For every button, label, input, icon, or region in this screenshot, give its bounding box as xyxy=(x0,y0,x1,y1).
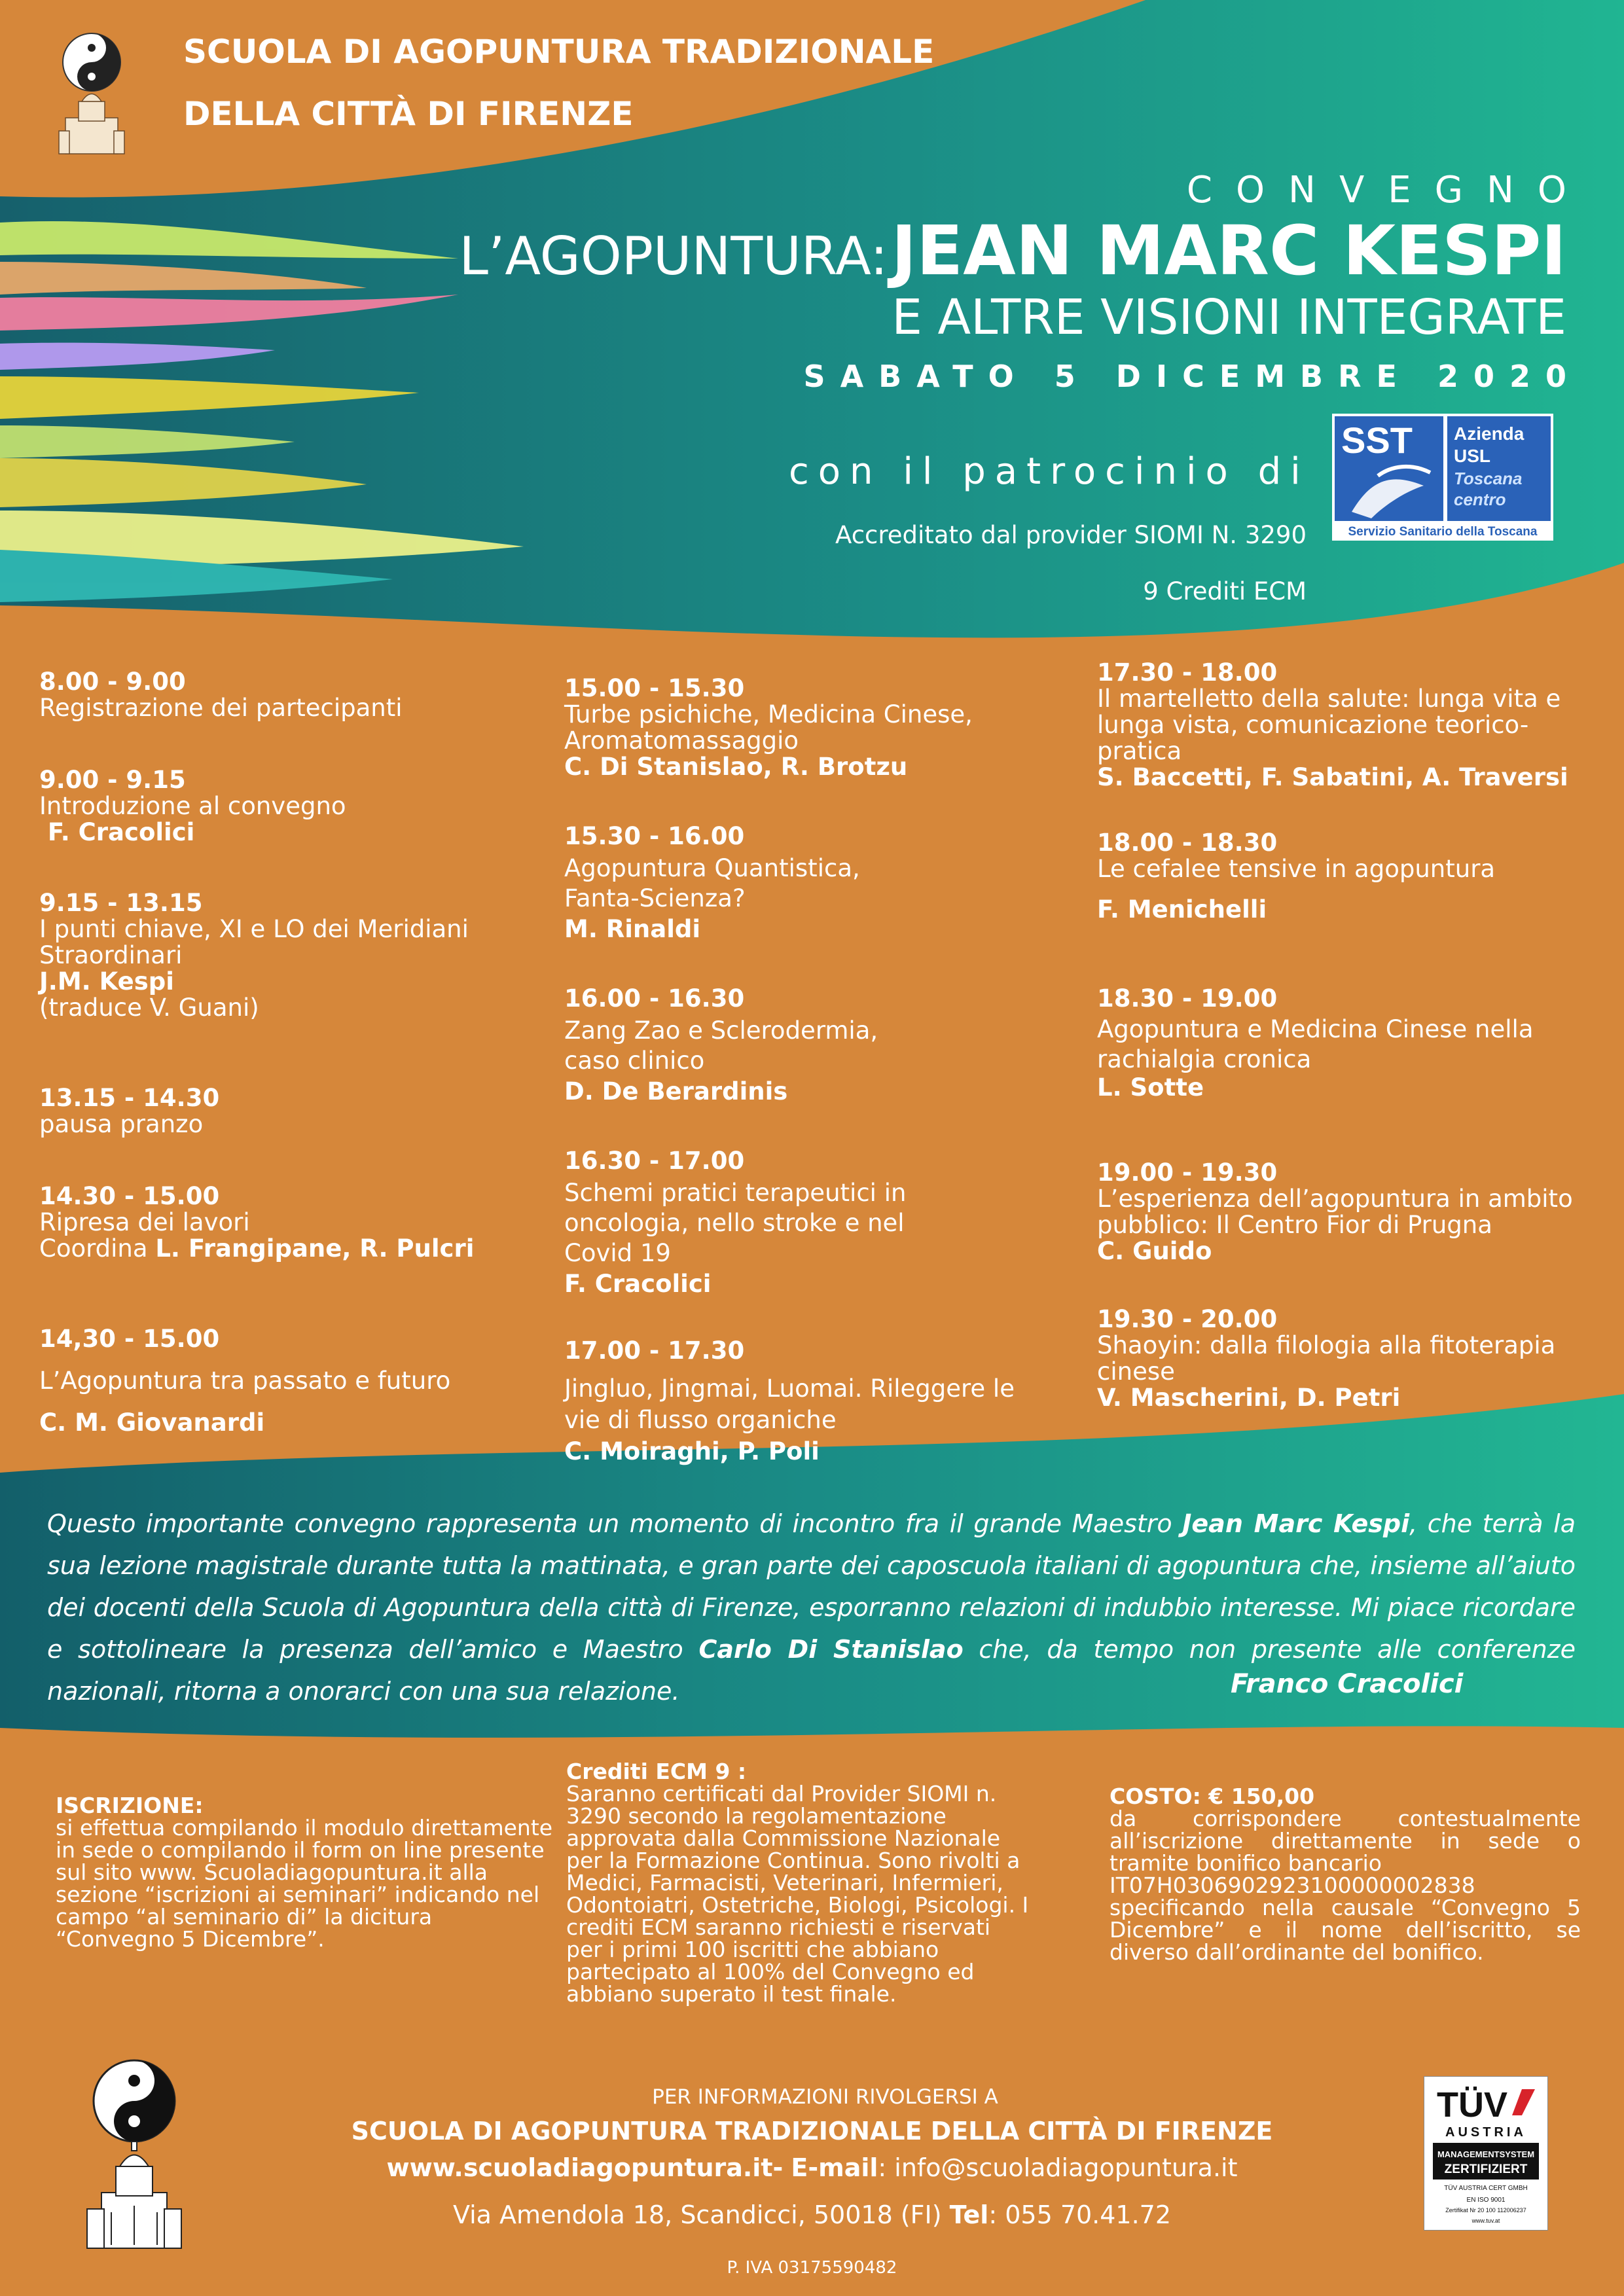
slot-desc: L’esperienza dell’agopuntura in ambito pubblico: Il Centro Fior di Prugna xyxy=(1097,1185,1573,1239)
footer-tel-label: Tel xyxy=(949,2200,989,2229)
slot-speaker: M. Rinaldi xyxy=(564,915,701,943)
slot-time: 17.30 - 18.00 xyxy=(1097,658,1278,687)
slot-time: 9.15 - 13.15 xyxy=(39,889,203,917)
footer-web-email xyxy=(0,2153,1624,2182)
tuv-line-3: TÜV AUSTRIA CERT GMBH xyxy=(1444,2185,1528,2192)
slot-speaker: D. De Berardinis xyxy=(564,1077,788,1105)
program-slot xyxy=(564,1148,1075,1297)
slot-speaker: C. M. Giovanardi xyxy=(39,1408,265,1437)
slot-desc: Schemi pratici terapeutici in oncologia, nello stroke e nel Covid 19 xyxy=(564,1179,907,1267)
slot-time: 16.30 - 17.00 xyxy=(564,1147,745,1175)
slot-time: 14,30 - 15.00 xyxy=(39,1325,220,1353)
footer-address: Via Amendola 18, Scandicci, 50018 (FI) xyxy=(452,2200,942,2229)
cost-info xyxy=(1110,1785,1581,1964)
intro-bold-distanislao: Carlo Di Stanislao xyxy=(698,1635,964,1664)
slot-time: 15.00 - 15.30 xyxy=(564,674,745,702)
program-slot xyxy=(39,1085,550,1138)
sst-usl-logo xyxy=(1332,414,1553,541)
tuv-line-5: Zertifikat Nr 20 100 112006237 xyxy=(1445,2207,1526,2214)
slot-desc: Agopuntura Quantistica, Fanta-Scienza? xyxy=(564,854,860,912)
cost-title: COSTO: € 150,00 xyxy=(1110,1784,1315,1809)
slot-time: 16.00 - 16.30 xyxy=(564,984,745,1013)
program-slot xyxy=(39,669,550,721)
slot-time: 18.00 - 18.30 xyxy=(1097,829,1278,857)
intro-text-1: Questo importante convegno rappresenta un momento di incontro fra il grande Maestro xyxy=(47,1509,1183,1538)
iban: IT07H0306902923100000002838 xyxy=(1110,1873,1475,1898)
tuv-line-4: EN ISO 9001 xyxy=(1466,2197,1506,2204)
slot-time: 18.30 - 19.00 xyxy=(1097,984,1278,1013)
slot-speaker: L. Sotte xyxy=(1097,1073,1204,1102)
convegno-kicker: CONVEGNO xyxy=(1186,169,1590,211)
cost-text: da corrispondere contestualmente all’iscrizione direttamente in sede o tramite bonifico bancario xyxy=(1110,1806,1581,1876)
slot-translator: (traduce V. Guani) xyxy=(39,994,259,1022)
slot-speaker: J.M. Kespi xyxy=(39,967,174,996)
registration-info xyxy=(56,1795,553,1950)
slot-time: 9.00 - 9.15 xyxy=(39,766,186,794)
accreditation-text: Accreditato dal provider SIOMI N. 3290 xyxy=(835,521,1307,549)
footer-tel: : 055 70.41.72 xyxy=(988,2200,1172,2229)
footer-address-phone xyxy=(0,2200,1624,2229)
tuv-line-6: www.tuv.at xyxy=(1471,2217,1500,2224)
slot-time: 17.00 - 17.30 xyxy=(564,1336,745,1365)
slot-desc: Agopuntura e Medicina Cinese nella rachialgia cronica xyxy=(1097,1015,1534,1073)
footer-email-link[interactable]: : info@scuoladiagopuntura.it xyxy=(878,2153,1238,2182)
school-name-line-1: SCUOLA DI AGOPUNTURA TRADIZIONALE xyxy=(183,33,935,71)
slot-time: 8.00 - 9.00 xyxy=(39,668,186,696)
slot-desc: Ripresa dei lavori xyxy=(39,1208,250,1236)
slot-time: 19.00 - 19.30 xyxy=(1097,1158,1278,1187)
slot-desc: Registrazione dei partecipanti xyxy=(39,694,403,722)
program-slot xyxy=(564,1338,1075,1465)
cost-text-2: specificando nella causale “Convegno 5 Dicembre” e il nome dell’iscritto, se diverso dall’ordinante del bonifico. xyxy=(1110,1895,1581,1965)
tuv-certification-badge xyxy=(1424,2076,1548,2231)
registration-text: si effettua compilando il modulo direttamente in sede o compilando il form on line presente sul sito www. Scuoladiagopuntura.it alla sezione “iscrizioni ai seminari” indicando nel campo “al seminario di” la dicitura “Convegno 5 Dicembre”. xyxy=(56,1815,553,1952)
slot-speaker: C. Di Stanislao, R. Brotzu xyxy=(564,753,908,781)
program-slot xyxy=(564,823,1075,942)
sst-abbr: SST xyxy=(1341,420,1413,461)
slot-coordinator-label: Coordina xyxy=(39,1234,156,1263)
slot-desc: Le cefalee tensive in agopuntura xyxy=(1097,855,1496,883)
slot-time: 15.30 - 16.00 xyxy=(564,822,745,850)
slot-desc: I punti chiave, XI e LO dei Meridiani Straordinari xyxy=(39,915,469,969)
registration-title: ISCRIZIONE: xyxy=(56,1793,204,1818)
title-speaker-name: JEAN MARC KESPI xyxy=(891,211,1566,291)
footer-vat: P. IVA 03175590482 xyxy=(727,2258,897,2278)
tuv-brand: TÜV xyxy=(1437,2085,1507,2125)
slot-desc: L’Agopuntura tra passato e futuro xyxy=(39,1367,451,1395)
slot-speaker: C. Moiraghi, P. Poli xyxy=(564,1437,820,1465)
usl-line-4: centro xyxy=(1454,490,1506,509)
ecm-credits-text: Saranno certificati dal Provider SIOMI n. 3290 secondo la regolamentazione approvata dalla Commissione Nazionale per la Formazione Continua. Sono rivolti a Medici, Farmacisti, Veterinari, Infermieri, Odontoiatri, Ostetriche, Biologi, Psicologi. I crediti ECM saranno richiesti e riservati per i primi 100 iscritti che abbiano partecipato al 100% del Convegno ed abbiano superato il test finale. xyxy=(566,1781,1029,2007)
school-name-line-2: DELLA CITTÀ DI FIRENZE xyxy=(183,95,634,133)
main-title xyxy=(459,211,1566,291)
program-slot xyxy=(1097,1160,1608,1265)
program-slot xyxy=(1097,1306,1595,1411)
slot-desc: Turbe psichiche, Medicina Cinese, Aromatomassaggio xyxy=(564,700,973,755)
program-slot xyxy=(39,1326,550,1436)
usl-line-2: USL xyxy=(1454,446,1490,466)
ecm-credits-title: Crediti ECM 9 : xyxy=(566,1759,747,1784)
slot-time: 13.15 - 14.30 xyxy=(39,1084,220,1112)
patronage-label: con il patrocinio di xyxy=(789,450,1310,493)
slot-desc: Zang Zao e Sclerodermia, caso clinico xyxy=(564,1016,878,1075)
school-logo-icon xyxy=(46,26,137,157)
program-slot xyxy=(564,986,1075,1105)
slot-speaker: V. Mascherini, D. Petri xyxy=(1097,1384,1401,1412)
footer-school-name: SCUOLA DI AGOPUNTURA TRADIZIONALE DELLA CITTÀ DI FIRENZE xyxy=(351,2117,1273,2145)
usl-line-1: Azienda xyxy=(1454,423,1525,444)
program-slot xyxy=(564,675,1075,780)
tuv-line-2: ZERTIFIZIERT xyxy=(1444,2162,1528,2176)
slot-speaker: F. Menichelli xyxy=(1097,895,1267,924)
intro-signature: Franco Cracolici xyxy=(1231,1669,1464,1699)
footer-contact-label: PER INFORMAZIONI RIVOLGERSI A xyxy=(652,2085,998,2109)
slot-speaker: F. Cracolici xyxy=(564,1270,712,1298)
slot-desc: Introduzione al convegno xyxy=(39,792,346,820)
program-slot xyxy=(1097,986,1595,1101)
sst-caption: Servizio Sanitario della Toscana xyxy=(1348,525,1538,539)
slot-desc: Jingluo, Jingmai, Luomai. Rileggere le vie di flusso organiche xyxy=(564,1374,1015,1434)
intro-bold-kespi: Jean Marc Kespi xyxy=(1182,1509,1410,1538)
program-slot xyxy=(39,767,550,846)
usl-line-3: Toscana xyxy=(1454,469,1523,488)
tuv-country: AUSTRIA xyxy=(1445,2125,1526,2140)
slot-speaker: L. Frangipane, R. Pulcri xyxy=(155,1234,475,1263)
program-slot xyxy=(1097,830,1595,923)
subtitle: E ALTRE VISIONI INTEGRATE xyxy=(892,289,1566,346)
slot-desc: Il martelletto della salute: lunga vita e lunga vista, comunicazione teorico-pratica xyxy=(1097,685,1561,765)
slot-time: 19.30 - 20.00 xyxy=(1097,1305,1278,1333)
slot-desc: pausa pranzo xyxy=(39,1110,204,1138)
credits-ecm-text: 9 Crediti ECM xyxy=(1143,577,1307,605)
intro-text-2: , che terrà la sua lezione magistrale durante tutta la mattinata, e gran parte dei caposcuola italiani di agopuntura che, insieme all’aiuto dei docenti della Scuola di Agopuntura della città di Firenze, esporranno relazioni di indubbio interesse. Mi piace ricordare e sottolineare la presenza dell’amico e Maestro xyxy=(47,1509,1576,1664)
intro-text-3: che, da tempo non presente alle conferenze nazionali, ritorna a onorarci con una sua relazione. xyxy=(47,1635,1576,1706)
slot-time: 14.30 - 15.00 xyxy=(39,1182,220,1210)
footer-email-label: E-mail xyxy=(791,2153,878,2182)
program-slot xyxy=(39,1183,550,1262)
program-slot xyxy=(39,890,550,1021)
slot-speaker: S. Baccetti, F. Sabatini, A. Traversi xyxy=(1097,763,1568,791)
slot-desc: Shaoyin: dalla filologia alla fitoterapia cinese xyxy=(1097,1331,1556,1386)
slot-speaker: F. Cracolici xyxy=(39,818,195,846)
slot-speaker: C. Guido xyxy=(1097,1237,1212,1265)
tuv-line-1: MANAGEMENTSYSTEM xyxy=(1437,2149,1535,2159)
footer-website-link[interactable]: www.scuoladiagopuntura.it- xyxy=(386,2153,784,2182)
ecm-credits-info xyxy=(566,1761,1031,2005)
program-slot xyxy=(1097,660,1595,791)
title-prefix: L’AGOPUNTURA: xyxy=(459,226,888,287)
event-date: SABATO 5 DICEMBRE 2020 xyxy=(803,359,1581,394)
